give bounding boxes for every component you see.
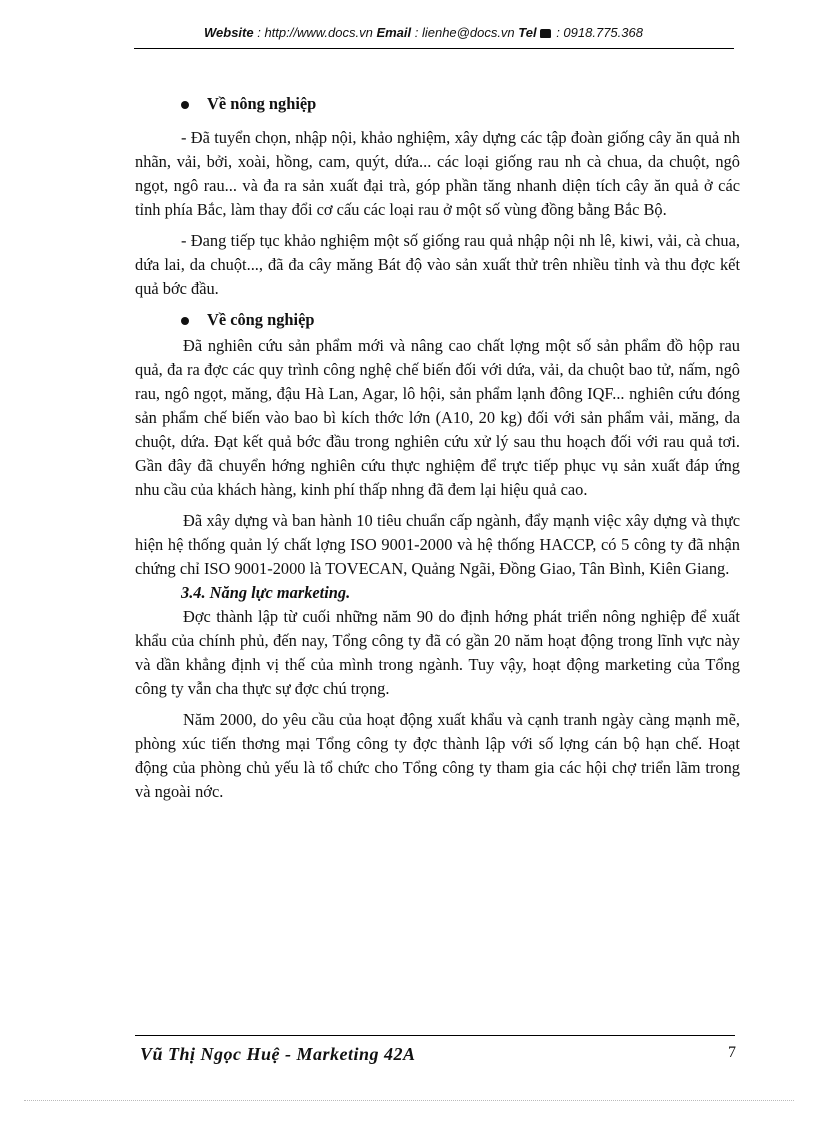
- website-value: : http://www.docs.vn: [253, 25, 377, 40]
- industry-heading: Về công nghiệp: [135, 308, 740, 332]
- email-value: : lienhe@docs.vn: [411, 25, 519, 40]
- industry-paragraph-1: Đã nghiên cứu sản phẩm mới và nâng cao chất lợng một số sản phẩm đồ hộp rau quả, đa ra đợc các quy trình công nghệ chế biến đối với dứa, vải, da chuột bao tử, nấm, ngô rau, ngô ngọt, măng, đậu Hà Lan, Agar, lô hội, sản phẩm lạnh đông IQF... nghiên cứu đóng sản phẩm chế biến vào bao bì kích thớc lớn (A10, 20 kg) đối với sản phẩm vải, măng, da chuột, dứa. Đạt kết quả bớc đầu trong nghiên cứu xử lý sau thu hoạch đối với rau quả tơi. Gần đây đã chuyển hớng nghiên cứu thực nghiệm để trực tiếp phục vụ sản xuất đáp ứng nhu cầu của khách hàng, kinh phí thấp nhng đã đem lại hiệu quả cao.: [135, 336, 740, 499]
- agriculture-paragraph-2: - Đang tiếp tục khảo nghiệm một số giống rau quả nhập nội nh lê, kiwi, vải, cà chua, dứa lai, da chuột..., đã đa cây măng Bát độ vào sản xuất thử trên nhiều tỉnh và thu đợc kết quả bớc đầu.: [135, 231, 740, 298]
- page-number: 7: [728, 1044, 736, 1061]
- phone-icon: [540, 29, 551, 38]
- tel-value: : 0918.775.368: [552, 25, 643, 40]
- agriculture-paragraph-1: - Đã tuyển chọn, nhập nội, khảo nghiệm, xây dựng các tập đoàn giống cây ăn quả nh nhãn, vải, bởi, xoài, hồng, cam, quýt, dứa... các loại giống rau nh cà chua, da chuột, ngô ngọt, ngô rau... và đa ra sản xuất đại trà, góp phần tăng nhanh diện tích cây ăn quả ở các tỉnh phía Bắc, làm thay đổi cơ cấu các loại rau ở một số vùng đồng bằng Bắc Bộ.: [135, 128, 740, 219]
- footer-divider: [135, 1035, 735, 1036]
- bullet-icon: [181, 101, 189, 109]
- agriculture-heading: Về nông nghiệp: [135, 92, 740, 116]
- industry-paragraph-2: Đã xây dựng và ban hành 10 tiêu chuẩn cấp ngành, đẩy mạnh việc xây dựng và thực hiện hệ thống quản lý chất lợng ISO 9001-2000 và hệ thống HACCP, có 5 công ty đã nhận chứng chỉ ISO 9001-2000 là TOVECAN, Quảng Ngãi, Đồng Giao, Tân Bình, Kiên Giang.: [135, 511, 740, 578]
- document-body: [135, 92, 740, 804]
- marketing-paragraph-1: Đợc thành lập từ cuối những năm 90 do định hớng phát triển nông nghiệp để xuất khẩu của chính phủ, đến nay, Tổng công ty đã có gần 20 năm hoạt động trong lĩnh vực này và dần khẳng định vị thế của mình trong ngành. Tuy vậy, hoạt động marketing của Tổng công ty vẫn cha thực sự đợc chú trọng.: [135, 607, 740, 698]
- marketing-section-title: 3.4. Năng lực marketing.: [181, 583, 351, 602]
- page-header: [134, 22, 734, 49]
- tel-label: Tel: [518, 25, 537, 40]
- marketing-paragraph-2: Năm 2000, do yêu cầu của hoạt động xuất khẩu và cạnh tranh ngày càng mạnh mẽ, phòng xúc tiến thơng mại Tổng công ty đợc thành lập với số lợng cán bộ hạn chế. Hoạt động của phòng chủ yếu là tổ chức cho Tổng công ty tham gia các hội chợ triển lãm trong và ngoài nớc.: [135, 710, 740, 801]
- footer-author: Vũ Thị Ngọc Huệ - Marketing 42A: [140, 1044, 416, 1064]
- bullet-icon: [181, 317, 189, 325]
- website-label: Website: [204, 25, 254, 40]
- email-label: Email: [376, 25, 412, 40]
- header-contact-line: [204, 25, 643, 40]
- page-bottom-edge: [24, 1100, 794, 1101]
